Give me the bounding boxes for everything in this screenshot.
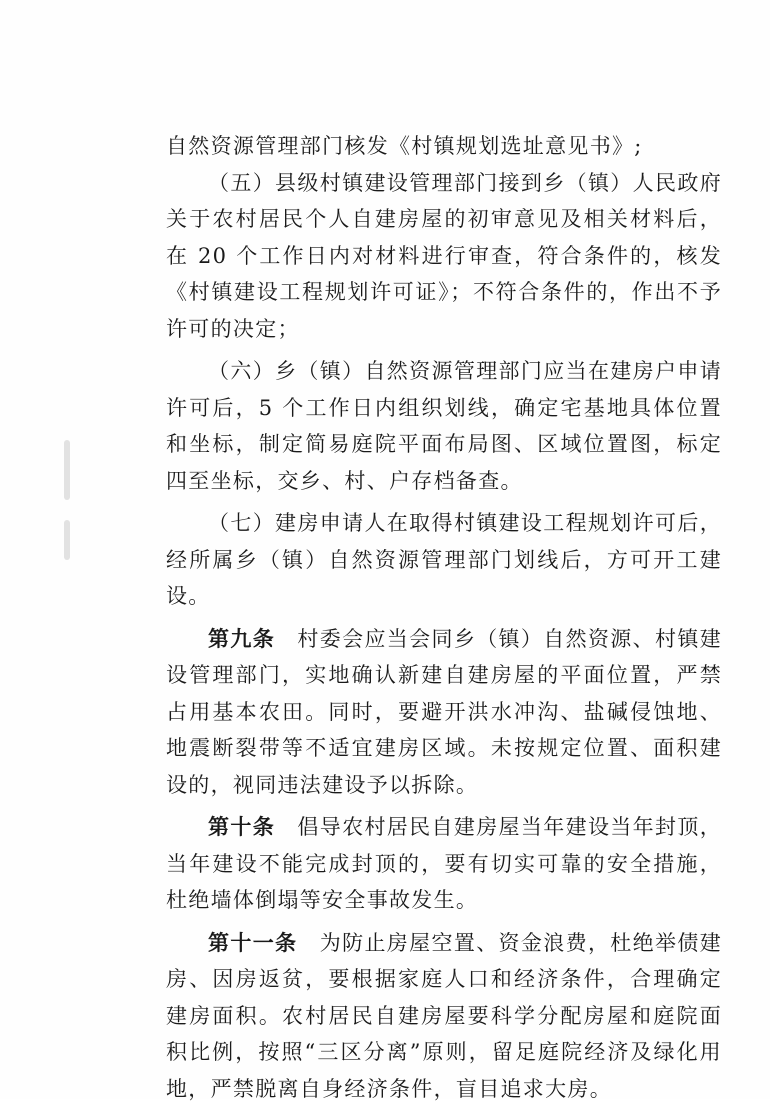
paragraph-item-7 bbox=[166, 505, 722, 615]
article-10 bbox=[166, 809, 722, 919]
article-text: 村委会应当会同乡（镇）自然资源、村镇建设管理部门，实地确认新建自建房屋的平面位置，严禁占用基本农田。同时，要避开洪水冲沟、盐碱侵蚀地、地震断裂带等不适宜建房区域。未按规定位置、面积建设的，视同违法建设予以拆除。 bbox=[166, 627, 722, 797]
paragraph-text: （七）建房申请人在取得村镇建设工程规划许可后，经所属乡（镇）自然资源管理部门划线后，方可开工建设。 bbox=[166, 511, 722, 608]
article-heading: 第十条 bbox=[208, 815, 275, 839]
scan-artifact bbox=[64, 440, 70, 500]
article-11 bbox=[166, 925, 722, 1107]
paragraph-item-6 bbox=[166, 353, 722, 499]
paragraph-text: （五）县级村镇建设管理部门接到乡（镇）人民政府关于农村居民个人自建房屋的初审意见及相关材料后，在 20 个工作日内对材料进行审查，符合条件的，核发《村镇建设工程规划许可证》；不符合条件的，作出不予许可的决定； bbox=[166, 171, 722, 341]
article-text: 倡导农村居民自建房屋当年建设当年封顶，当年建设不能完成封顶的，要有切实可靠的安全措施，杜绝墙体倒塌等安全事故发生。 bbox=[166, 815, 722, 912]
scan-artifact bbox=[64, 520, 70, 560]
article-9 bbox=[166, 621, 722, 804]
paragraph-text: 自然资源管理部门核发《村镇规划选址意见书》; bbox=[166, 134, 643, 158]
article-text: 为防止房屋空置、资金浪费，杜绝举债建房、因房返贫，要根据家庭人口和经济条件，合理确定建房面积。农村居民自建房屋要科学分配房屋和庭院面积比例，按照“三区分离”原则，留足庭院经济及绿化用地，严禁脱离自身经济条件，盲目追求大房。 bbox=[166, 931, 722, 1101]
paragraph-continuation bbox=[166, 128, 722, 165]
paragraph-text: （六）乡（镇）自然资源管理部门应当在建房户申请许可后，5 个工作日内组织划线，确定宅基地具体位置和坐标，制定简易庭院平面布局图、区域位置图，标定四至坐标，交乡、村、户存档备查。 bbox=[166, 359, 722, 493]
paragraph-item-5 bbox=[166, 165, 722, 348]
article-heading: 第九条 bbox=[208, 627, 275, 651]
article-heading: 第十一条 bbox=[208, 931, 297, 955]
document-body bbox=[166, 128, 722, 1107]
